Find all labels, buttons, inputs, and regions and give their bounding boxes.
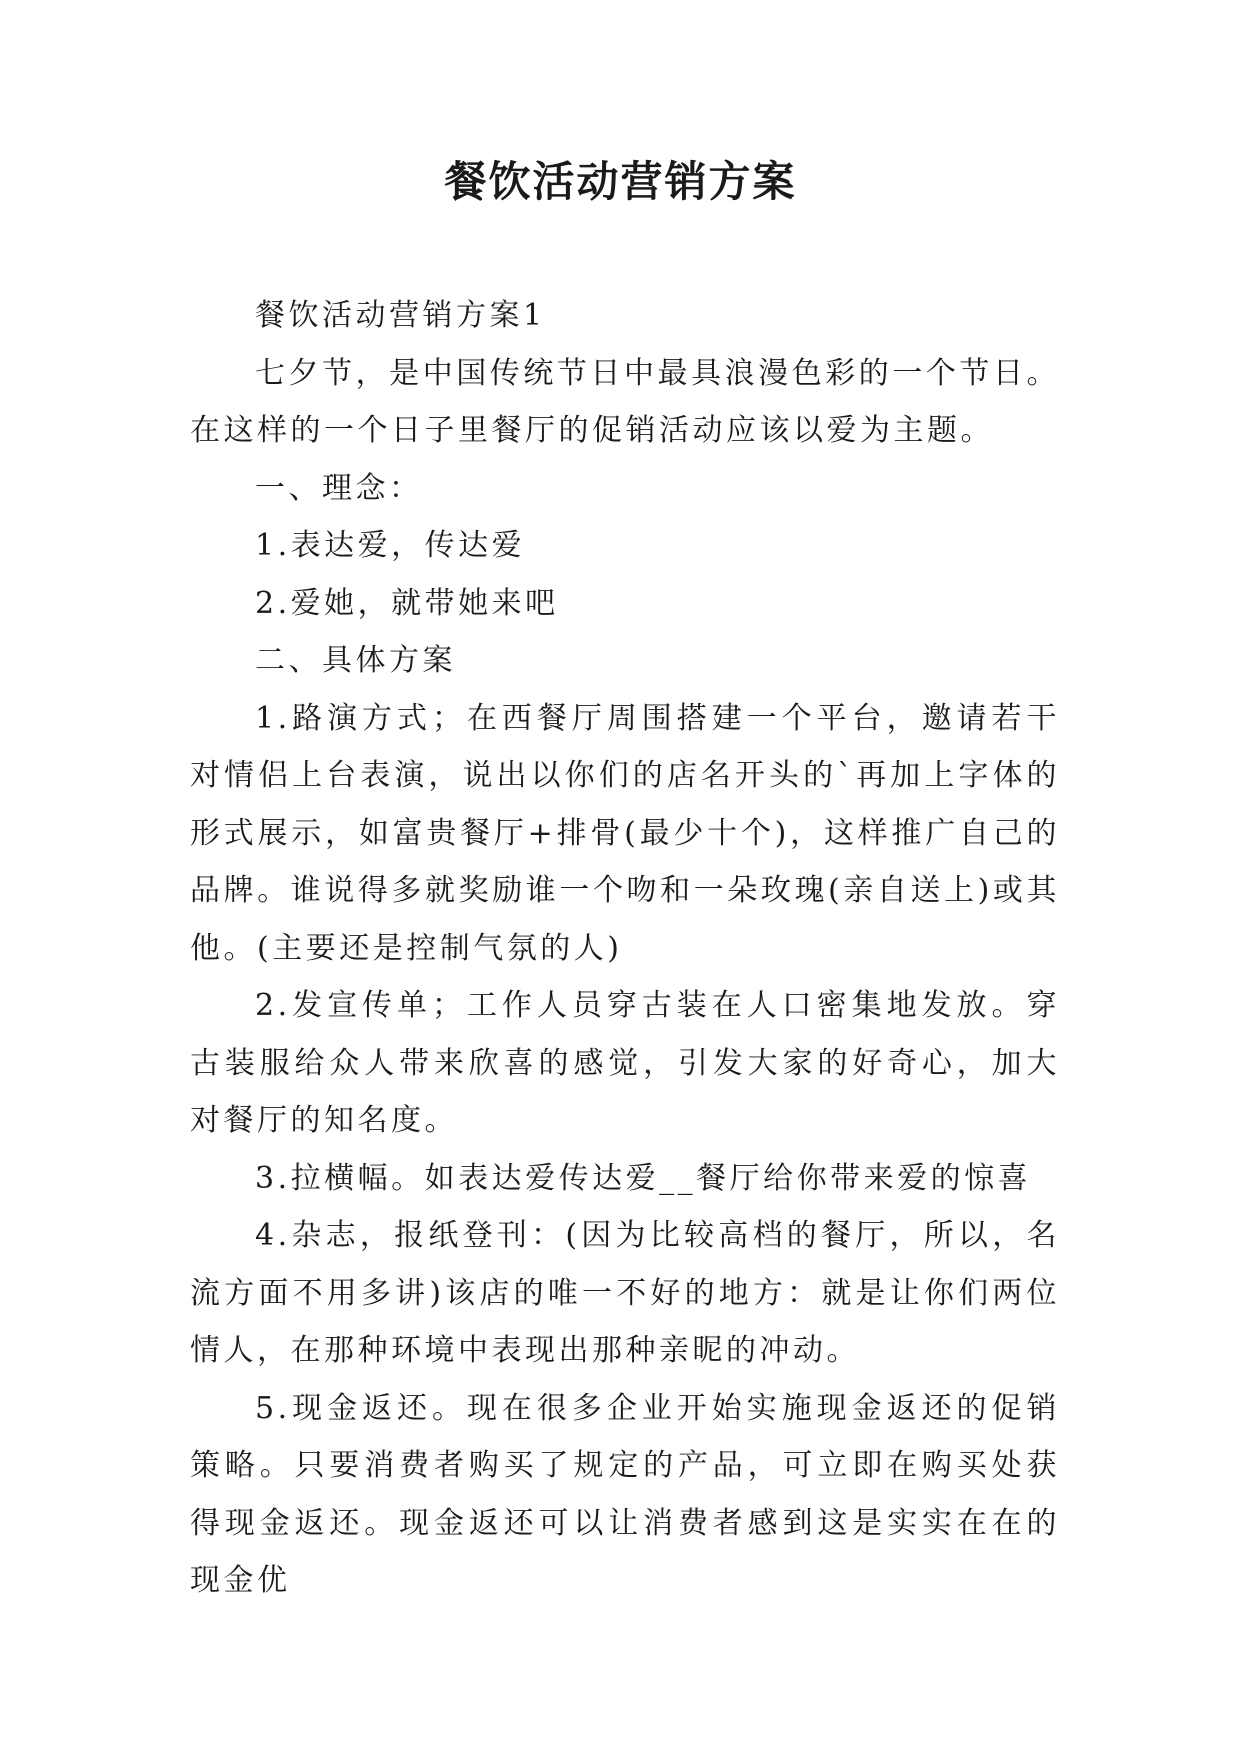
plan-item: 5.现金返还。现在很多企业开始实施现金返还的促销策略。只要消费者购买了规定的产品，可立即在购买处获得现金返还。现金返还可以让消费者感到这是实实在在的现金优	[190, 1390, 1060, 1598]
plan-item: 2.发宣传单；工作人员穿古装在人口密集地发放。穿古装服给众人带来欣喜的感觉，引发大家的好奇心，加大对餐厅的知名度。	[190, 988, 1060, 1138]
plan-heading: 二、具体方案	[255, 643, 456, 678]
concept-item: 1.表达爱，传达爱	[255, 528, 526, 563]
plan-item: 4.杂志，报纸登刊：(因为比较高档的餐厅，所以，名流方面不用多讲)该店的唯一不好的地方：就是让你们两位情人，在那种环境中表现出那种亲昵的冲动。	[190, 1218, 1060, 1368]
plan-item: 1.路演方式；在西餐厅周围搭建一个平台，邀请若干对情侣上台表演，说出以你们的店名开头的`再加上字体的形式展示，如富贵餐厅+排骨(最少十个)，这样推广自己的品牌。谁说得多就奖励谁一个吻和一朵玫瑰(亲自送上)或其他。(主要还是控制气氛的人)	[190, 700, 1060, 966]
intro-paragraph: 七夕节，是中国传统节日中最具浪漫色彩的一个节日。在这样的一个日子里餐厅的促销活动应该以爱为主题。	[190, 355, 1060, 448]
plan-item: 3.拉横幅。如表达爱传达爱__餐厅给你带来爱的惊喜	[255, 1160, 1032, 1196]
document-body	[190, 287, 1060, 1610]
concept-heading: 一、理念：	[255, 470, 423, 506]
concept-item: 2.爱她，就带她来吧	[255, 585, 559, 621]
document-title: 餐饮活动营销方案	[444, 157, 797, 206]
section-heading: 餐饮活动营销方案1	[255, 298, 546, 333]
